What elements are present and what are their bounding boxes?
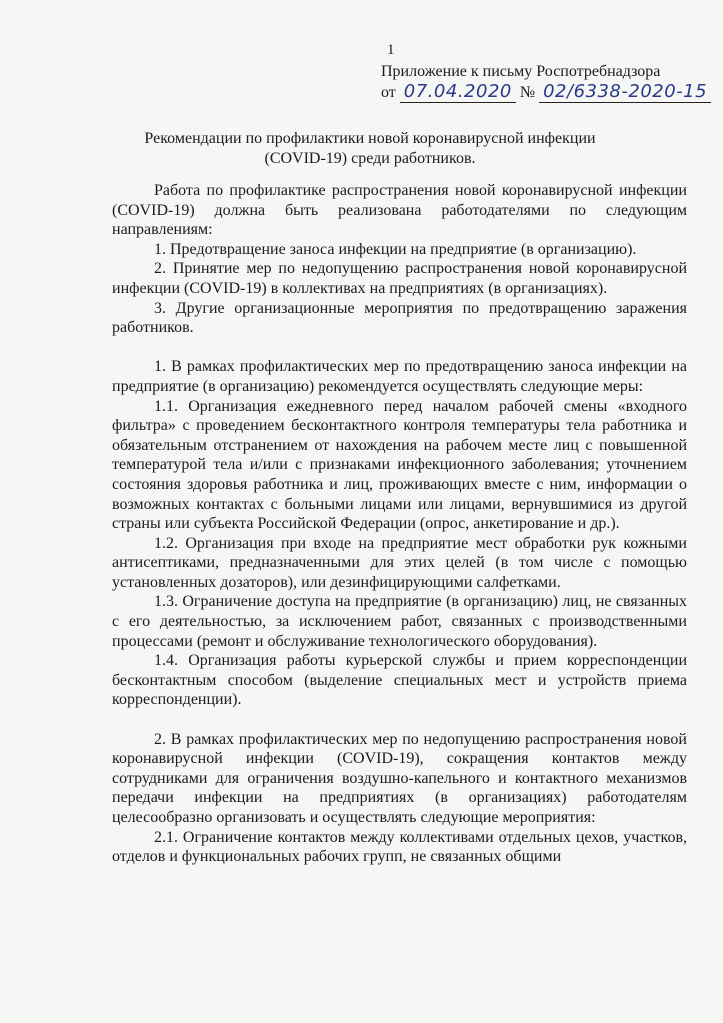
document-title xyxy=(110,129,630,169)
paragraph: Работа по профилактике распространения новой коронавирусной инфекции (COVID-19) должна быть реализована работодателями по следующим направлениям: xyxy=(112,182,687,239)
paragraph: 1. В рамках профилактических мер по предотвращению заноса инфекции на предприятие (в организацию) рекомендуется осуществлять следующие меры: xyxy=(112,358,687,395)
appendix-line: Приложение к письму Роспотребнадзора xyxy=(381,63,661,80)
number-label: № xyxy=(519,84,536,101)
handwritten-date: 07.04.2020 xyxy=(400,82,516,103)
handwritten-number: 02/6338-2020-15 xyxy=(539,82,711,103)
paragraph: 2. Принятие мер по недопущению распространения новой коронавирусной инфекции (COVID-19) в коллективах на предприятиях (в организациях). xyxy=(112,260,687,297)
paragraph: 2. В рамках профилактических мер по недопущению распространения новой коронавирусной инфекции (COVID-19), сокращения контактов между сотрудниками для ограничения воздушно-капельного и контактного механизмов передачи инфекции на предприятиях (в организациях) работодателям целесообразно организовать и осуществлять следующие мероприятия: xyxy=(112,730,687,826)
paragraph: 1.2. Организация при входе на предприятие мест обработки рук кожными антисептиками, предназначенными для этих целей (в том числе с помощью установленных дозаторов), или дезинфицирующими салфетками. xyxy=(112,534,687,591)
paragraph: 1. Предотвращение заноса инфекции на предприятие (в организацию). xyxy=(154,240,637,258)
paragraph: 1.4. Организация работы курьерской службы и прием корреспонденции бесконтактным способом (выделение специальных мест и устройств приема корреспонденции). xyxy=(112,652,687,709)
title-line-1: Рекомендации по профилактики новой коронавирусной инфекции xyxy=(144,130,596,147)
document-body xyxy=(112,181,687,867)
paragraph: 1.3. Ограничение доступа на предприятие (в организацию) лиц, не связанных с его деятельностью, за исключением работ, связанных с производственными процессами (ремонт и обслуживание технологического оборудования). xyxy=(112,593,687,650)
paragraph: 2.1. Ограничение контактов между коллективами отдельных цехов, участков, отделов и функциональных рабочих групп, не связанных общими xyxy=(112,828,687,866)
paragraph: 1.1. Организация ежедневного перед началом рабочей смены «входного фильтра» с проведением бесконтактного контроля температуры тела работника и обязательным отстранением от нахождения на рабочем месте лиц с повышенной температурой тела и/или с признаками инфекционного заболевания; уточнением состояния здоровья работника и лиц, проживающих вместе с ним, информации о возможных контактах с больными лицами или лицами, вернувшимися из другой страны или субъекта Российской Федерации (опрос, анкетирование и др.). xyxy=(112,397,687,533)
appendix-header xyxy=(381,62,711,103)
title-line-2: (COVID-19) среди работников. xyxy=(264,150,476,167)
page-number: 1 xyxy=(387,42,395,58)
appendix-date-number xyxy=(381,82,711,103)
paragraph: 3. Другие организационные мероприятия по предотвращению заражения работников. xyxy=(112,299,687,337)
from-label: от xyxy=(381,84,396,101)
